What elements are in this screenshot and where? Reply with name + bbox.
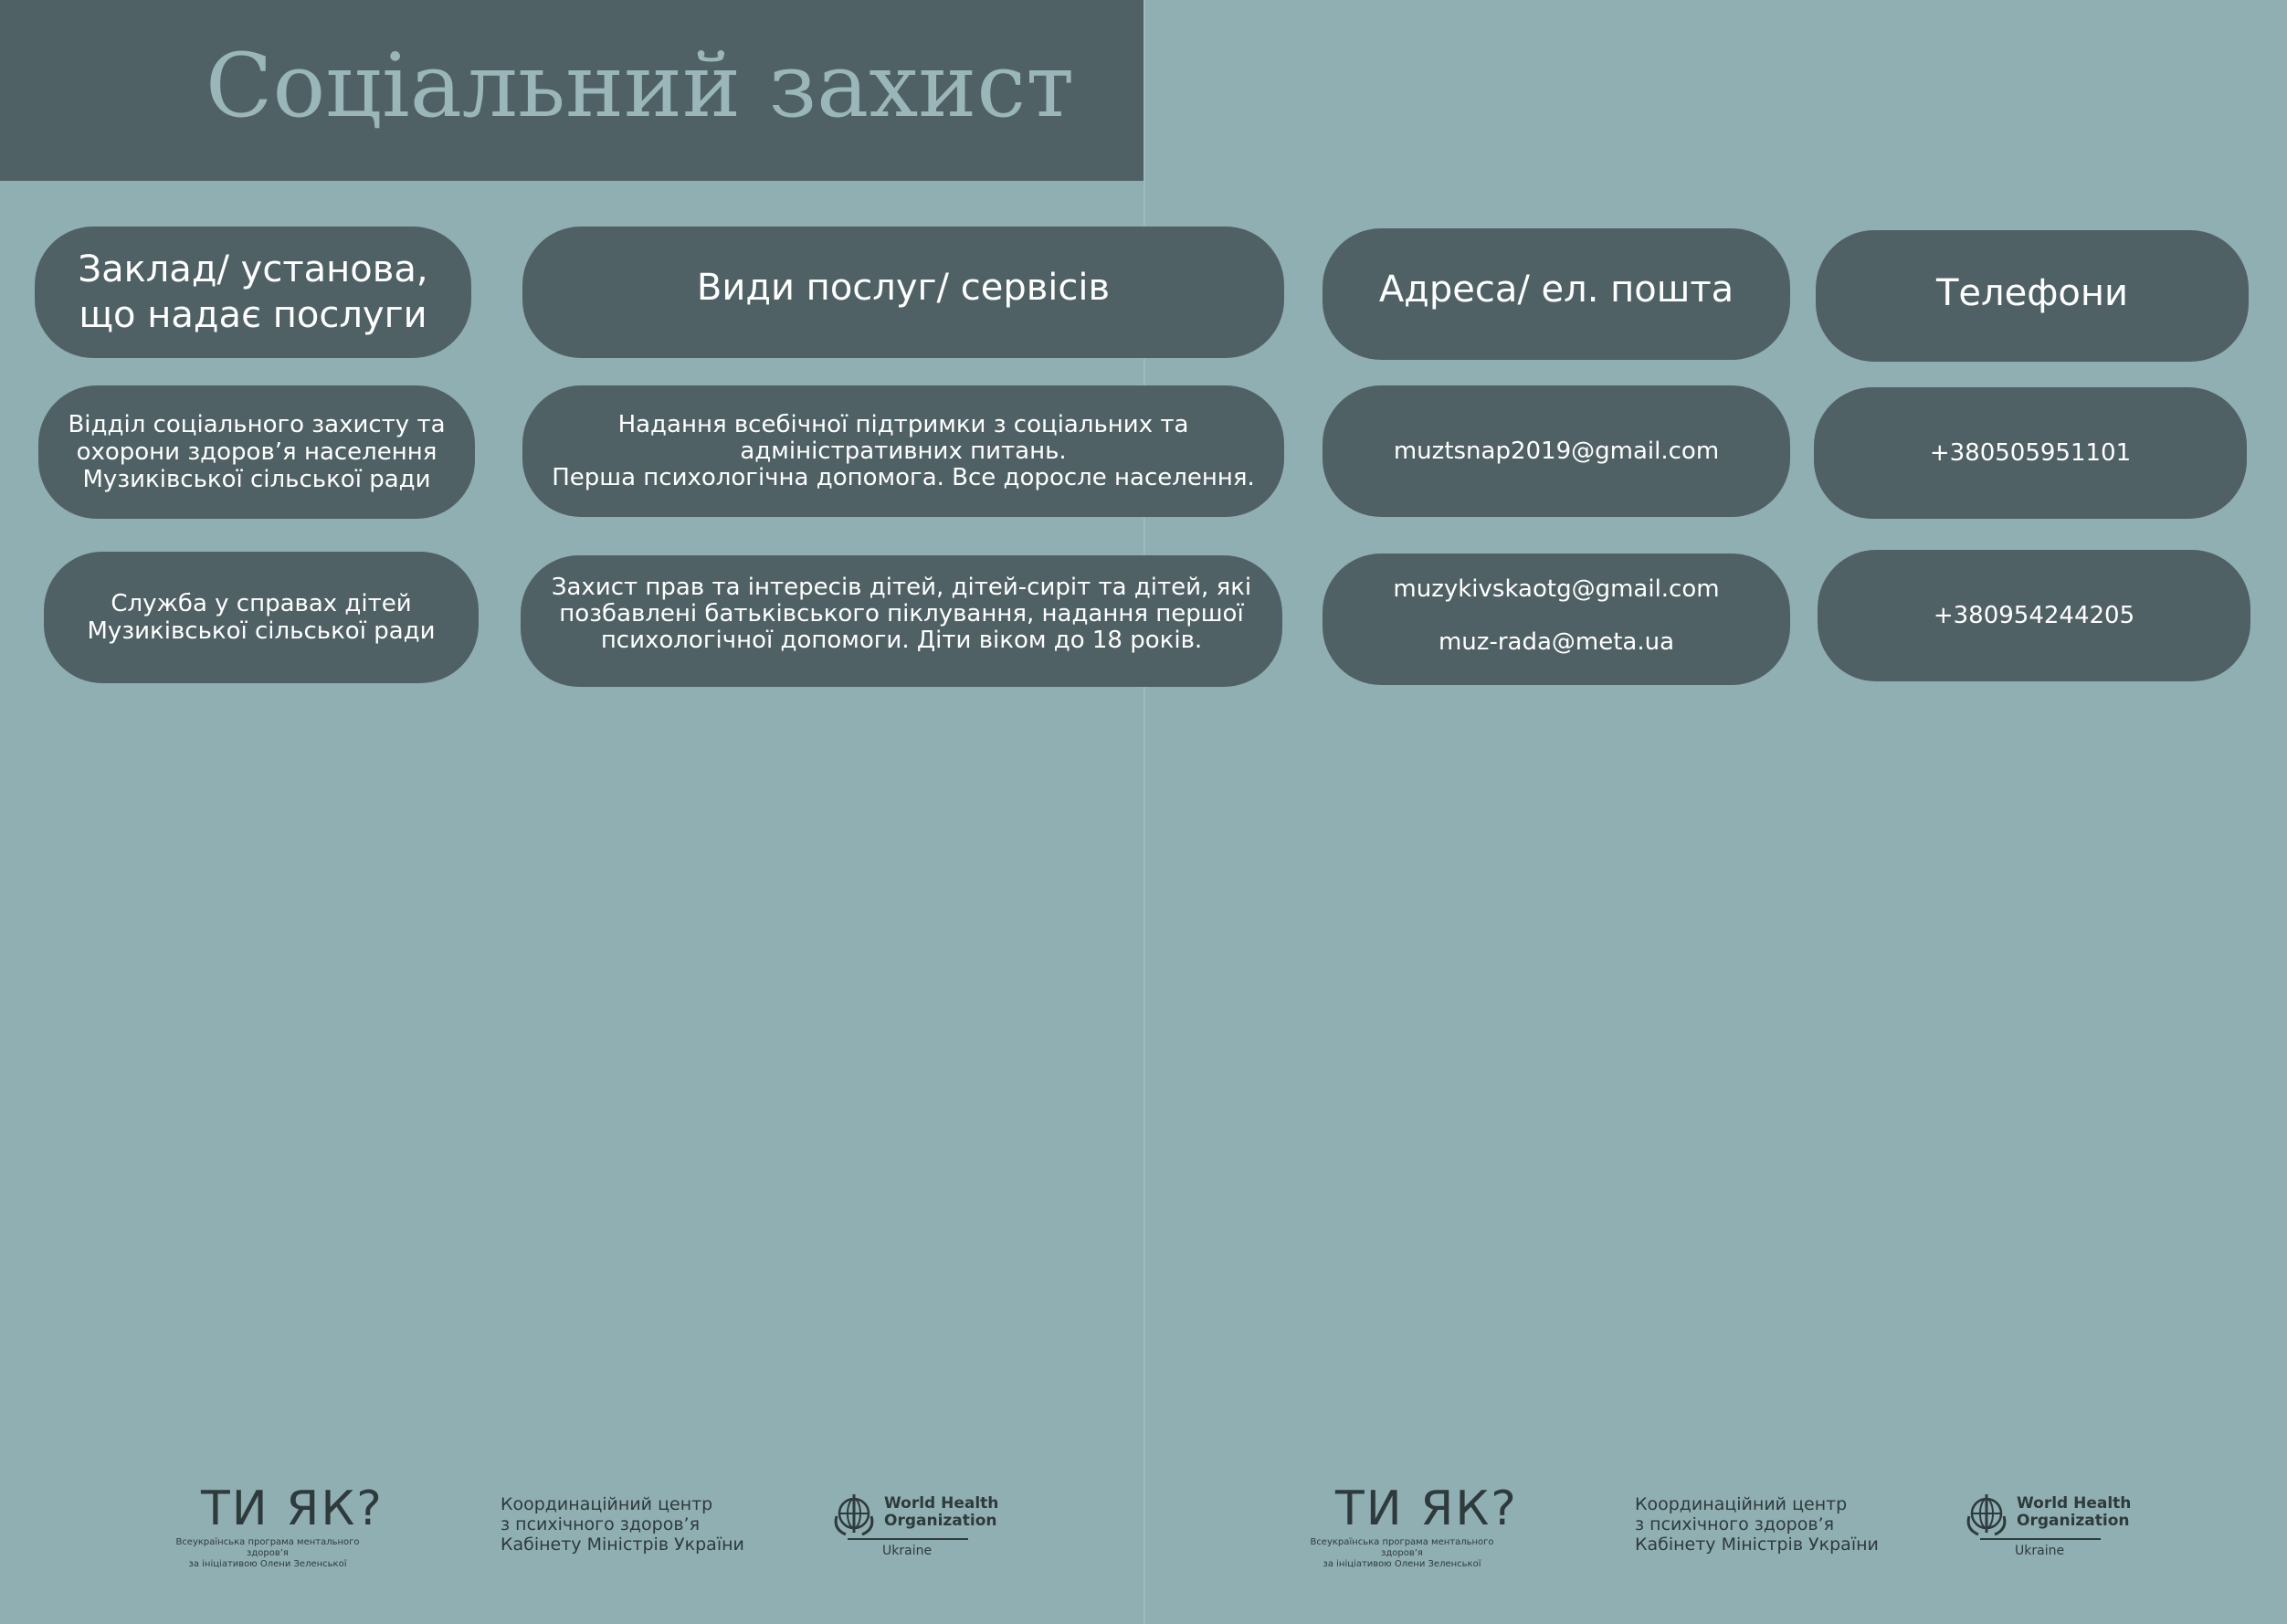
header-institution-line-2: що надає послуги [79, 294, 427, 336]
who-emblem-icon-right [1962, 1489, 2011, 1538]
header-address [1323, 228, 1790, 360]
who-name-right [2017, 1495, 2131, 1530]
ty-yak-subtitle-line-1: Всеукраїнська програма ментального здоров’я [175, 1537, 360, 1558]
row-1-services-line-3: Перша психологічна допомога. Все доросле населення. [552, 463, 1255, 491]
header-institution-line-1: Заклад/ установа, [78, 248, 428, 290]
row-2-services [521, 555, 1282, 687]
row-2-phone-number[interactable]: +380954244205 [1933, 602, 2135, 629]
row-1-institution [38, 385, 475, 519]
row-1-services-line-1: Надання всебічної підтримки з соціальних та [617, 410, 1189, 438]
coord-right-line-2: з психічного здоров’я [1635, 1514, 1835, 1534]
row-1-services [522, 385, 1284, 517]
ty-yak-logo-right: ТИ ЯК? [1335, 1482, 1518, 1536]
row-1-institution-line-3: Музиківської сільської ради [82, 466, 431, 493]
who-line-2: Organization [884, 1512, 997, 1530]
coord-line-2: з психічного здоров’я [501, 1514, 701, 1534]
row-2-services-line-1: Захист прав та інтересів дітей, дітей-сиріт та дітей, які [551, 573, 1252, 601]
page-title: Соціальний захист [206, 35, 1075, 137]
coord-center-text-right [1635, 1494, 1879, 1555]
who-country-right: Ukraine [2015, 1544, 2065, 1558]
ty-yak-logo: ТИ ЯК? [201, 1482, 384, 1536]
header-phones [1816, 230, 2249, 362]
row-1-institution-line-1: Відділ соціального захисту та [68, 411, 446, 438]
row-1-phone-number[interactable]: +380505951101 [1929, 439, 2132, 467]
ty-yak-subtitle-line-2: за ініціативою Олени Зеленської [188, 1559, 347, 1569]
row-2-institution-line-2: Музиківської сільської ради [87, 617, 436, 645]
who-divider-right [1980, 1538, 2101, 1540]
row-2-email-2[interactable]: muz-rada@meta.ua [1438, 628, 1675, 656]
row-2-institution [44, 552, 479, 683]
header-address-label: Адреса/ ел. пошта [1378, 269, 1734, 311]
header-institution [35, 227, 471, 358]
title-bar [0, 0, 1144, 181]
row-2-institution-line-1: Служба у справах дітей [111, 590, 412, 617]
coord-right-line-3: Кабінету Міністрів України [1635, 1534, 1879, 1555]
row-1-services-line-2: адміністративних питань. [740, 437, 1067, 465]
ty-yak-subtitle-right-line-1: Всеукраїнська програма ментального здоров’я [1310, 1537, 1494, 1558]
ty-yak-subtitle-right-line-2: за ініціативою Олени Зеленської [1323, 1559, 1481, 1569]
coord-center-text [501, 1494, 744, 1555]
who-name [884, 1495, 998, 1530]
row-2-phone [1818, 550, 2250, 681]
who-right-line-1: World Health [2017, 1494, 2132, 1513]
row-2-email-1[interactable]: muzykivskaotg@gmail.com [1393, 575, 1720, 603]
who-line-1: World Health [884, 1494, 999, 1513]
header-services [522, 227, 1284, 358]
row-1-email-1[interactable]: muztsnap2019@gmail.com [1393, 438, 1720, 465]
header-services-label: Види послуг/ сервісів [696, 267, 1111, 309]
row-1-phone [1814, 387, 2247, 519]
coord-line-1: Координаційний центр [501, 1494, 713, 1514]
coord-right-line-1: Координаційний центр [1635, 1494, 1848, 1514]
row-2-emails [1323, 554, 1790, 685]
header-phones-label: Телефони [1935, 272, 2129, 314]
who-right-line-2: Organization [2017, 1512, 2130, 1530]
row-1-emails [1323, 385, 1790, 517]
row-2-services-line-2: позбавлені батьківського піклування, надання першої [559, 599, 1244, 627]
ty-yak-subtitle [153, 1537, 382, 1570]
row-1-institution-line-2: охорони здоров’я населення [76, 438, 437, 466]
who-country: Ukraine [882, 1544, 933, 1558]
row-2-services-line-3: психологічної допомоги. Діти віком до 18 років. [600, 626, 1203, 654]
who-divider [848, 1538, 968, 1540]
coord-line-3: Кабінету Міністрів України [501, 1534, 744, 1555]
who-emblem-icon [829, 1489, 879, 1538]
ty-yak-subtitle-right [1288, 1537, 1516, 1570]
